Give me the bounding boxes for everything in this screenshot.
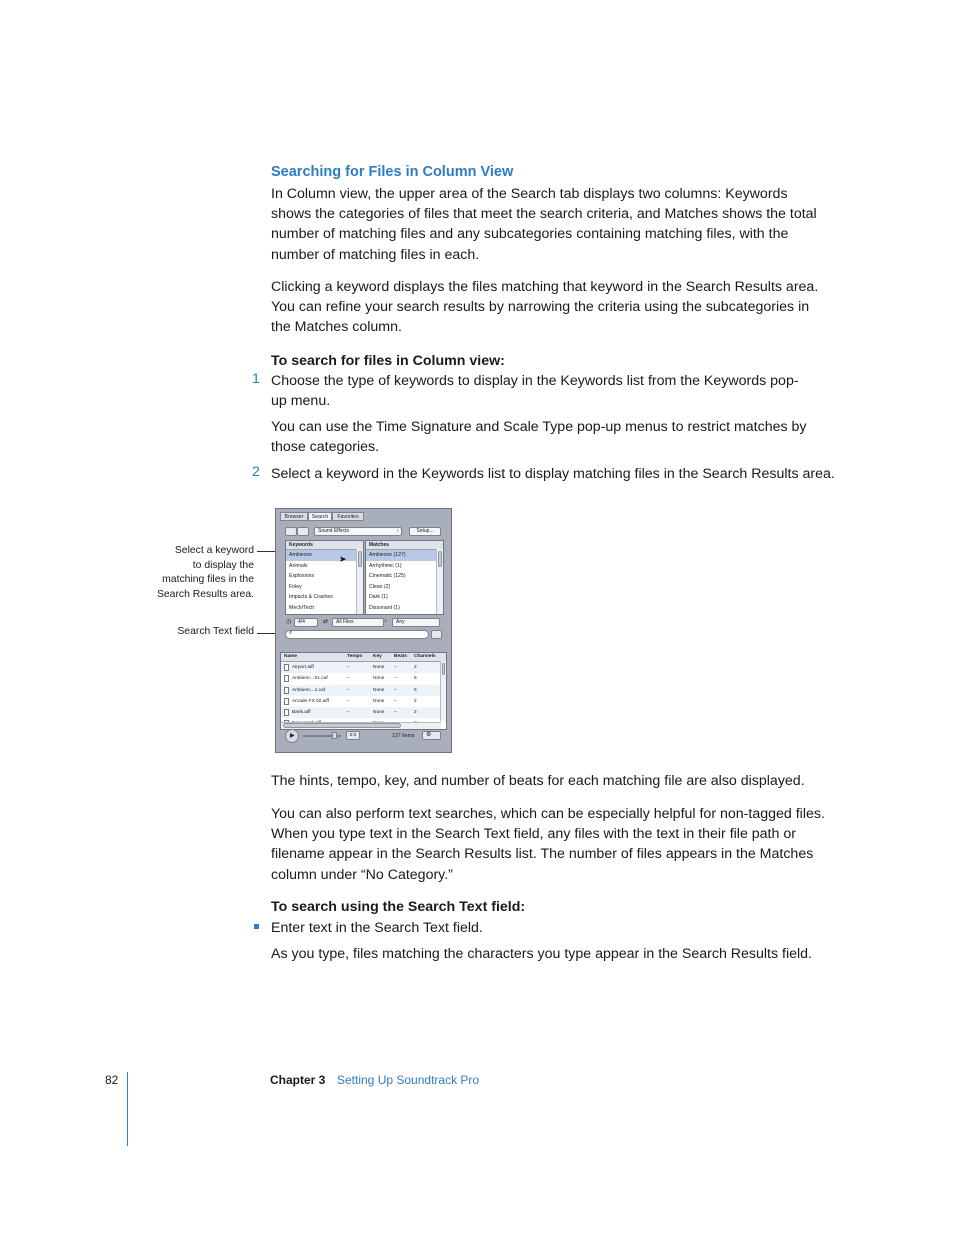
keyword-item[interactable]: Explosions — [289, 573, 315, 580]
match-item[interactable]: Dark (1) — [369, 594, 388, 601]
table-cell: Airport.aiff — [292, 665, 314, 670]
scroll-thumb[interactable] — [438, 551, 442, 567]
scale-type-popup[interactable]: Any — [392, 618, 440, 627]
setup-button[interactable]: Setup... — [409, 527, 441, 536]
column-header-key[interactable]: Key — [373, 654, 382, 659]
page-number: 82 — [105, 1073, 119, 1087]
audio-file-icon — [284, 687, 289, 694]
results-header — [281, 653, 446, 662]
column-header-name[interactable]: Name — [284, 654, 298, 659]
keyword-item[interactable]: Impacts & Crashes — [289, 594, 333, 601]
match-item[interactable]: Cinematic (125) — [369, 573, 406, 580]
column-header-channels[interactable]: Channels — [414, 654, 436, 659]
column-header-tempo[interactable]: Tempo — [347, 654, 363, 659]
scroll-thumb[interactable] — [442, 663, 445, 675]
table-cell: 6 — [414, 687, 417, 693]
step-note-1: You can use the Time Signature and Scale Type pop-up menus to restrict matches by those categories. — [271, 419, 807, 456]
table-cell: None — [373, 676, 385, 682]
search-options-button[interactable] — [431, 630, 442, 639]
table-cell: None — [373, 698, 385, 704]
column-header-beats[interactable]: Beats — [394, 654, 408, 659]
keyword-item[interactable]: Mech/Tech — [289, 604, 315, 611]
scroll-thumb[interactable] — [358, 551, 362, 567]
paragraph-hints: The hints, tempo, key, and number of beats for each matching file are also displayed. — [271, 773, 805, 789]
table-cell: – — [347, 676, 350, 682]
matches-header: Matches — [366, 541, 443, 550]
keywords-header: Keywords — [286, 541, 363, 550]
audio-file-icon — [284, 664, 289, 671]
table-cell: 2 — [414, 710, 417, 716]
column-view-button[interactable] — [285, 527, 297, 536]
callout-search-text-field: Search Text field — [177, 626, 254, 637]
search-results-list — [280, 652, 447, 730]
table-row[interactable] — [281, 673, 446, 684]
scale-type-icon: ♪ — [384, 618, 387, 624]
table-cell: Bank.aiff — [292, 710, 311, 716]
tab-search[interactable]: Search — [308, 512, 332, 521]
bullet-text: Enter text in the Search Text field. — [271, 920, 483, 936]
table-cell: None — [373, 710, 385, 716]
search-icon: ⌕ — [289, 630, 293, 636]
match-item[interactable]: Ambience (127) — [366, 550, 443, 561]
footer-chapter-label: Chapter 3 — [270, 1073, 326, 1087]
list-view-button[interactable] — [297, 527, 309, 536]
step-number-1: 1 — [252, 371, 260, 387]
table-row[interactable] — [281, 707, 446, 718]
time-signature-popup[interactable]: 4/4 — [294, 618, 318, 627]
callout-line: Select a keyword — [174, 545, 254, 556]
volume-slider-knob[interactable] — [332, 732, 337, 739]
paragraph-text-searches: You can also perform text searches, which can be especially helpful for non-tagged files. When you type text in the Search Text field, any files with the text in their file path or filename appear in the Search Results list. The number of files appears in the Matches column under “No Category.” — [271, 806, 825, 883]
mouse-pointer-icon: ➤ — [339, 554, 347, 564]
table-cell: – — [347, 665, 350, 670]
keywords-scrollbar[interactable] — [356, 549, 363, 615]
results-rows — [281, 662, 446, 730]
keyword-item[interactable]: Animals — [289, 562, 308, 569]
audio-file-icon — [284, 675, 289, 682]
callout-line: Search Results area. — [156, 588, 254, 600]
match-item[interactable]: Clean (2) — [369, 583, 391, 590]
audio-file-icon — [284, 709, 289, 716]
table-cell: – — [347, 687, 350, 693]
task-heading-column-view: To search for files in Column view: — [271, 353, 505, 369]
play-button[interactable] — [285, 729, 299, 743]
footer-chapter-title: Setting Up Soundtrack Pro — [337, 1073, 480, 1087]
table-cell: – — [394, 676, 397, 682]
scroll-thumb[interactable] — [283, 723, 401, 728]
matches-scrollbar[interactable] — [436, 549, 443, 615]
table-cell: None — [373, 665, 385, 670]
step-text-1: Choose the type of keywords to display in the Keywords list from the Keywords pop-up menu. — [271, 373, 799, 410]
time-signature-icon: ◷ — [286, 619, 292, 625]
table-cell: – — [394, 665, 397, 670]
match-item[interactable]: Dissonant (1) — [369, 604, 400, 611]
gear-icon: ⚙ — [426, 732, 432, 738]
table-row[interactable] — [281, 685, 446, 696]
table-cell: 2 — [414, 698, 417, 704]
file-type-icon: ⇄ — [323, 619, 329, 625]
callout-line: matching files in the — [162, 574, 254, 586]
keyword-item[interactable]: Foley — [289, 583, 302, 590]
table-cell: – — [394, 698, 397, 704]
volume-readout: 0:0 — [346, 731, 360, 740]
section-heading: Searching for Files in Column View — [271, 164, 514, 180]
tab-browser[interactable]: Browser — [280, 512, 308, 521]
table-row[interactable] — [281, 696, 446, 707]
step-number-2: 2 — [252, 464, 260, 480]
task-heading-search-text: To search using the Search Text field: — [271, 899, 526, 915]
table-cell: 2 — [414, 665, 417, 670]
keyword-item[interactable]: Ambience — [286, 550, 363, 561]
step-text-2: Select a keyword in the Keywords list to display matching files in the Search Results area. — [271, 466, 835, 482]
table-cell: Arcade FX 02.aiff — [292, 698, 329, 704]
table-cell: – — [394, 687, 397, 693]
paragraph-column-view: In Column view, the upper area of the Search tab displays two columns: Keywords shows the categories of files that meet the search criteria, and Matches shows the total number of matching files and any subcategories containing matching files, with the number of matching files in each. — [271, 186, 817, 263]
play-icon: ▶ — [290, 733, 295, 739]
table-cell: None — [373, 687, 385, 693]
table-cell: Ambienc...01.caf — [292, 676, 328, 682]
keywords-popup[interactable] — [314, 527, 402, 536]
callout-line: to display the — [192, 559, 254, 571]
table-cell: – — [347, 698, 350, 704]
keywords-popup-value: Sound Effects — [318, 528, 350, 534]
item-count: 127 items — [392, 733, 415, 739]
action-menu-button[interactable] — [422, 731, 441, 740]
footer-rule — [127, 1072, 128, 1146]
table-cell: – — [394, 710, 397, 716]
search-text-field[interactable] — [285, 630, 429, 639]
keywords-column — [285, 540, 364, 615]
popup-arrows-icon: ↕ — [396, 528, 399, 534]
file-type-popup[interactable]: All Files — [332, 618, 384, 627]
results-scrollbar[interactable] — [440, 661, 446, 721]
table-row[interactable] — [281, 662, 446, 673]
table-cell: – — [347, 710, 350, 716]
table-cell: Ambienc...1.caf — [292, 687, 326, 693]
table-cell: 6 — [414, 676, 417, 682]
paragraph-clicking-keyword: Clicking a keyword displays the files matching that keyword in the Search Results area. You can refine your search results by narrowing the criteria using the subcategories in the Matches column. — [271, 279, 819, 336]
results-horizontal-scrollbar[interactable] — [281, 722, 441, 729]
paragraph-as-you-type: As you type, files matching the characters you type appear in the Search Results field. — [271, 946, 812, 962]
match-item[interactable]: Arrhythmic (1) — [369, 562, 402, 569]
callout-select-keyword — [140, 544, 254, 602]
audio-file-icon — [284, 698, 289, 705]
matches-column — [365, 540, 444, 615]
search-tab-screenshot — [275, 508, 452, 753]
tab-favorites[interactable]: Favorites — [332, 512, 364, 521]
bullet-square-icon — [254, 924, 259, 929]
